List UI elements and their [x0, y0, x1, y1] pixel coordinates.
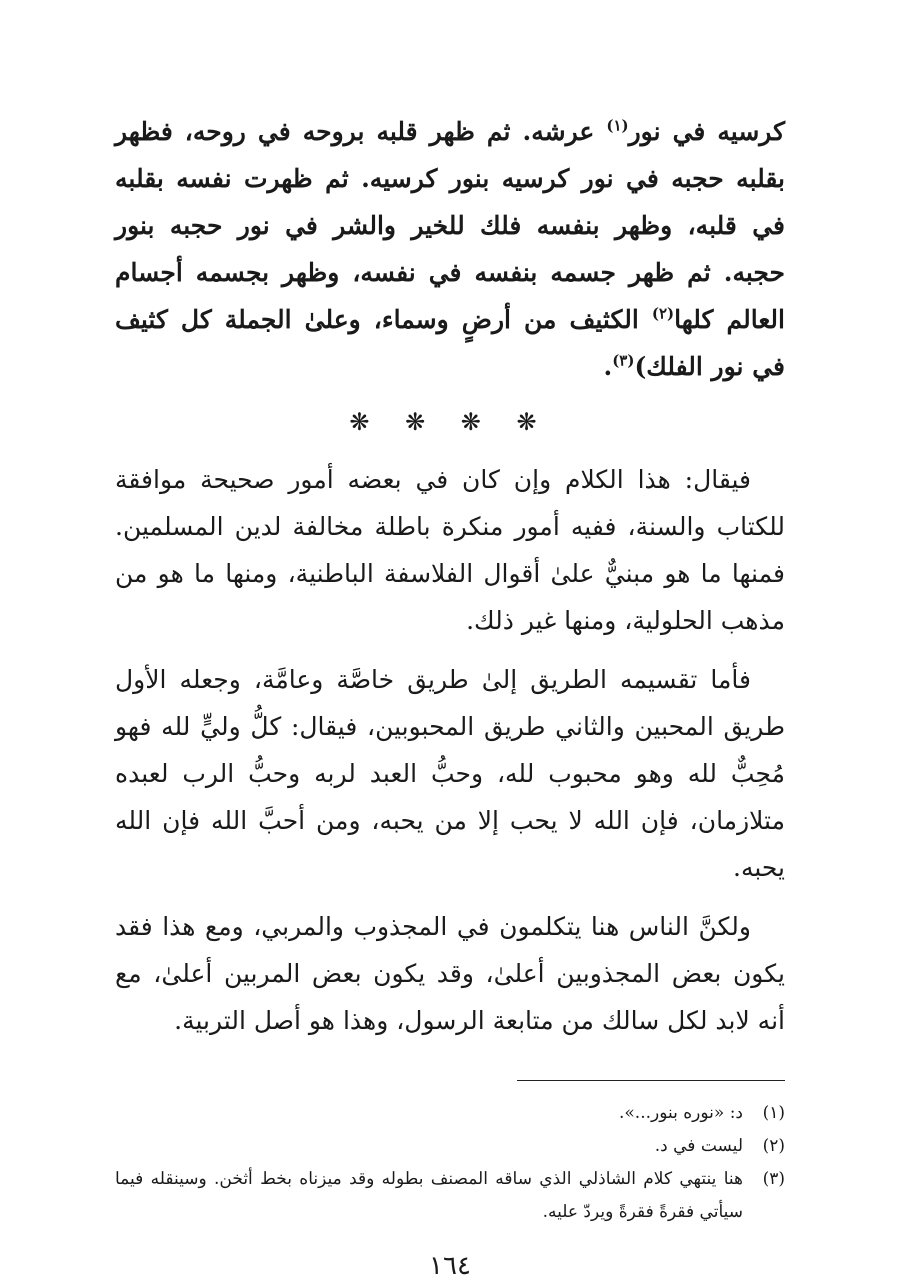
footnote-1 [115, 1097, 785, 1130]
footnote-2 [115, 1130, 785, 1163]
text-segment: كرسيه في نور [628, 117, 785, 146]
paragraph-3: فأما تقسيمه الطريق إلىٰ طريق خاصَّة وعامَّة، وجعله الأول طريق المحبين والثاني طريق المحبوبين، فيقال: كلُّ وليٍّ لله فهو مُحِبٌّ لله وهو محبوب لله، وحبُّ العبد لربه وحبُّ الرب لعبده متلازمان، فإن الله لا يحب إلا من يحبه، ومن أحبَّ الله فإن الله يحبه. [115, 665, 785, 882]
paragraph-4: ولكنَّ الناس هنا يتكلمون في المجذوب والمربي، ومع هذا فقد يكون بعض المجذوبين أعلىٰ، وقد يكون بعض المربين أعلىٰ، مع أنه لابد لكل سالك من متابعة الرسول، وهذا هو أصل التربية. [115, 912, 785, 1035]
footnote-number: (٢) [762, 1136, 785, 1156]
footnotes [115, 1097, 785, 1229]
page-number: ١٦٤ [429, 1251, 471, 1281]
footnote-text: د: «نوره بنور...». [618, 1103, 743, 1123]
footnote-number: (١) [762, 1103, 785, 1123]
quoted-paragraph [115, 108, 785, 390]
footnote-ref-2: (٢) [651, 304, 675, 323]
section-separator: ❋ ❋ ❋ ❋ [349, 408, 551, 436]
paragraph-2: فيقال: هذا الكلام وإن كان في بعضه أمور صحيحة موافقة للكتاب والسنة، ففيه أمور منكرة باطلة مخالفة لدين المسلمين. فمنها ما هو مبنيٌّ علىٰ أقوال الفلاسفة الباطنية، ومنها ما هو من مذهب الحلولية، ومنها غير ذلك. [115, 465, 785, 635]
footnote-text: ليست في د. [654, 1136, 743, 1156]
footnote-3 [115, 1163, 785, 1229]
text-segment: . [603, 352, 613, 381]
footnote-text: هنا ينتهي كلام الشاذلي الذي ساقه المصنف بطوله وقد ميزناه بخط أثخن. وسينقله فيما سيأتي فقرةً فقرةً ويردّ عليه. [115, 1169, 743, 1222]
footnote-number: (٣) [762, 1169, 785, 1189]
text-segment: الكثيف من أرضٍ وسماء، وعلىٰ الجملة كل كثيف في نور الفلك) [115, 305, 785, 381]
footnote-divider [517, 1080, 785, 1081]
footnote-ref-3: (٣) [612, 351, 635, 370]
text-segment: عرشه. ثم ظهر قلبه بروحه في روحه، فظهر بقلبه حجبه في نور كرسيه بنور كرسيه. ثم ظهرت نفسه بقلبه في قلبه، وظهر بنفسه فلك للخير والشر في نور حجبه بنور حجبه. ثم ظهر جسمه بنفسه في نفسه، وظهر بجسمه أجسام العالم كلها [115, 117, 785, 334]
footnote-ref-1: (١) [606, 116, 629, 135]
